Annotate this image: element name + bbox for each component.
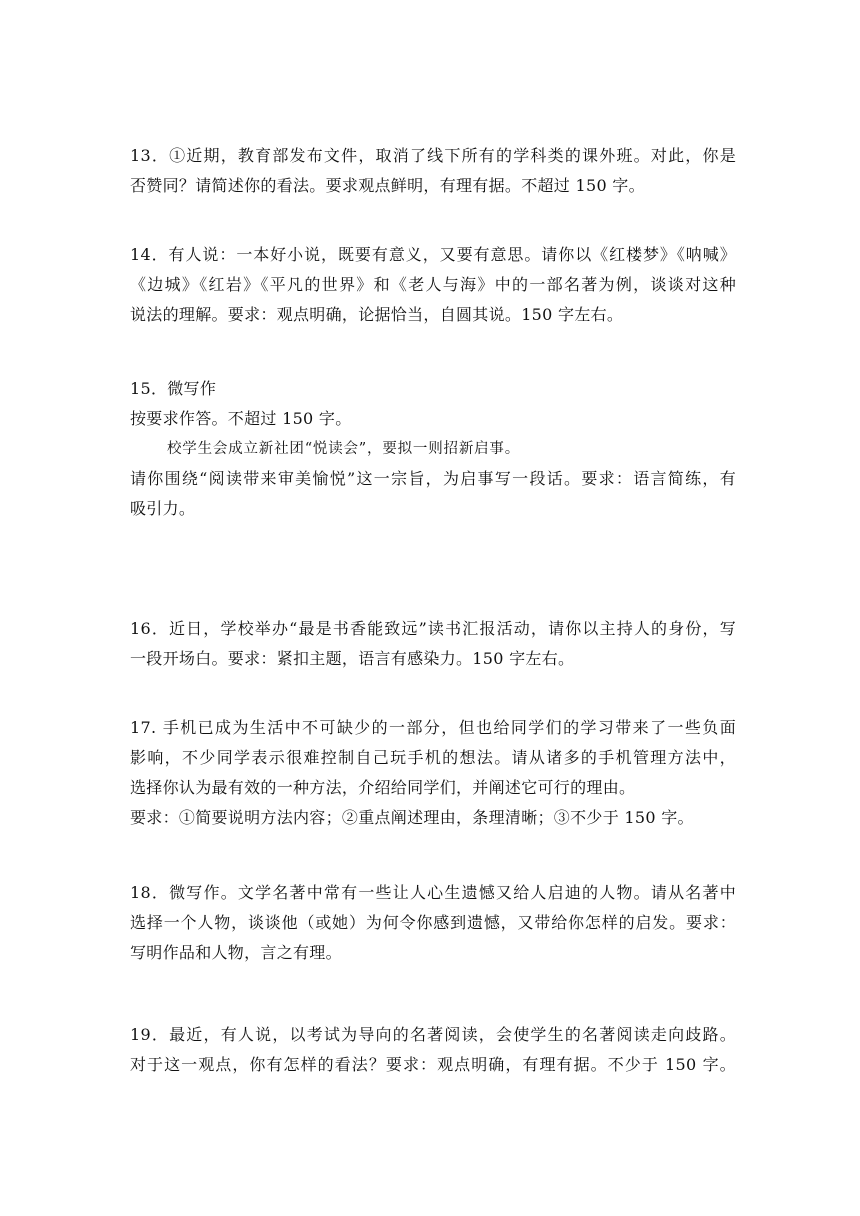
question-17 <box>130 713 736 833</box>
question-text-line: 选择一个人物，谈谈他（或她）为何令你感到遗憾，又带给你怎样的启发。要求： <box>130 913 736 932</box>
question-text-line: 16．近日，学校举办“最是书香能致远”读书汇报活动，请你以主持人的身份，写 <box>130 619 736 638</box>
question-text-line: 否赞同？请简述你的看法。要求观点鲜明，有理有据。不超过 150 字。 <box>130 176 645 195</box>
question-text-line: 18．微写作。文学名著中常有一些让人心生遗憾又给人启迪的人物。请从名著中 <box>130 883 736 902</box>
question-19 <box>130 1020 736 1080</box>
question-title: 15．微写作 <box>130 379 217 398</box>
question-text-line: 要求：①简要说明方法内容；②重点阐述理由，条理清晰；③不少于 150 字。 <box>130 808 694 827</box>
question-text-line: 一段开场白。要求：紧扣主题，语言有感染力。150 字左右。 <box>130 649 575 668</box>
question-text-line: 吸引力。 <box>130 499 196 518</box>
question-15 <box>130 374 736 524</box>
question-18 <box>130 878 736 968</box>
question-instruction: 按要求作答。不超过 150 字。 <box>130 409 352 428</box>
question-text-line: 《边城》《红岩》《平凡的世界》和《老人与海》中的一部名著为例，谈谈对这种 <box>130 275 736 294</box>
question-text-line: 影响，不少同学表示很难控制自己玩手机的想法。请从诸多的手机管理方法中， <box>130 748 736 767</box>
question-text-line: 14．有人说：一本好小说，既要有意义，又要有意思。请你以《红楼梦》《呐喊》 <box>130 245 736 264</box>
question-material: 校学生会成立新社团“悦读会”，要拟一则招新启事。 <box>167 441 521 457</box>
question-text-line: 19．最近，有人说，以考试为导向的名著阅读，会使学生的名著阅读走向歧路。 <box>130 1025 736 1044</box>
question-text-line: 13．①近期，教育部发布文件，取消了线下所有的学科类的课外班。对此，你是 <box>130 146 736 165</box>
question-14 <box>130 240 736 330</box>
question-text-line: 对于这一观点，你有怎样的看法？要求：观点明确，有理有据。不少于 150 字。 <box>130 1055 736 1074</box>
question-text-line: 说法的理解。要求：观点明确，论据恰当，自圆其说。150 字左右。 <box>130 305 624 324</box>
question-text-line: 选择你认为最有效的一种方法，介绍给同学们，并阐述它可行的理由。 <box>130 778 636 797</box>
question-16 <box>130 614 736 674</box>
question-text-line: 请你围绕“阅读带来审美愉悦”这一宗旨，为启事写一段话。要求：语言简练，有 <box>130 469 736 488</box>
question-13 <box>130 141 736 201</box>
question-text-line: 17. 手机已成为生活中不可缺少的一部分，但也给同学们的学习带来了一些负面 <box>130 718 736 737</box>
question-text-line: 写明作品和人物，言之有理。 <box>130 943 342 962</box>
